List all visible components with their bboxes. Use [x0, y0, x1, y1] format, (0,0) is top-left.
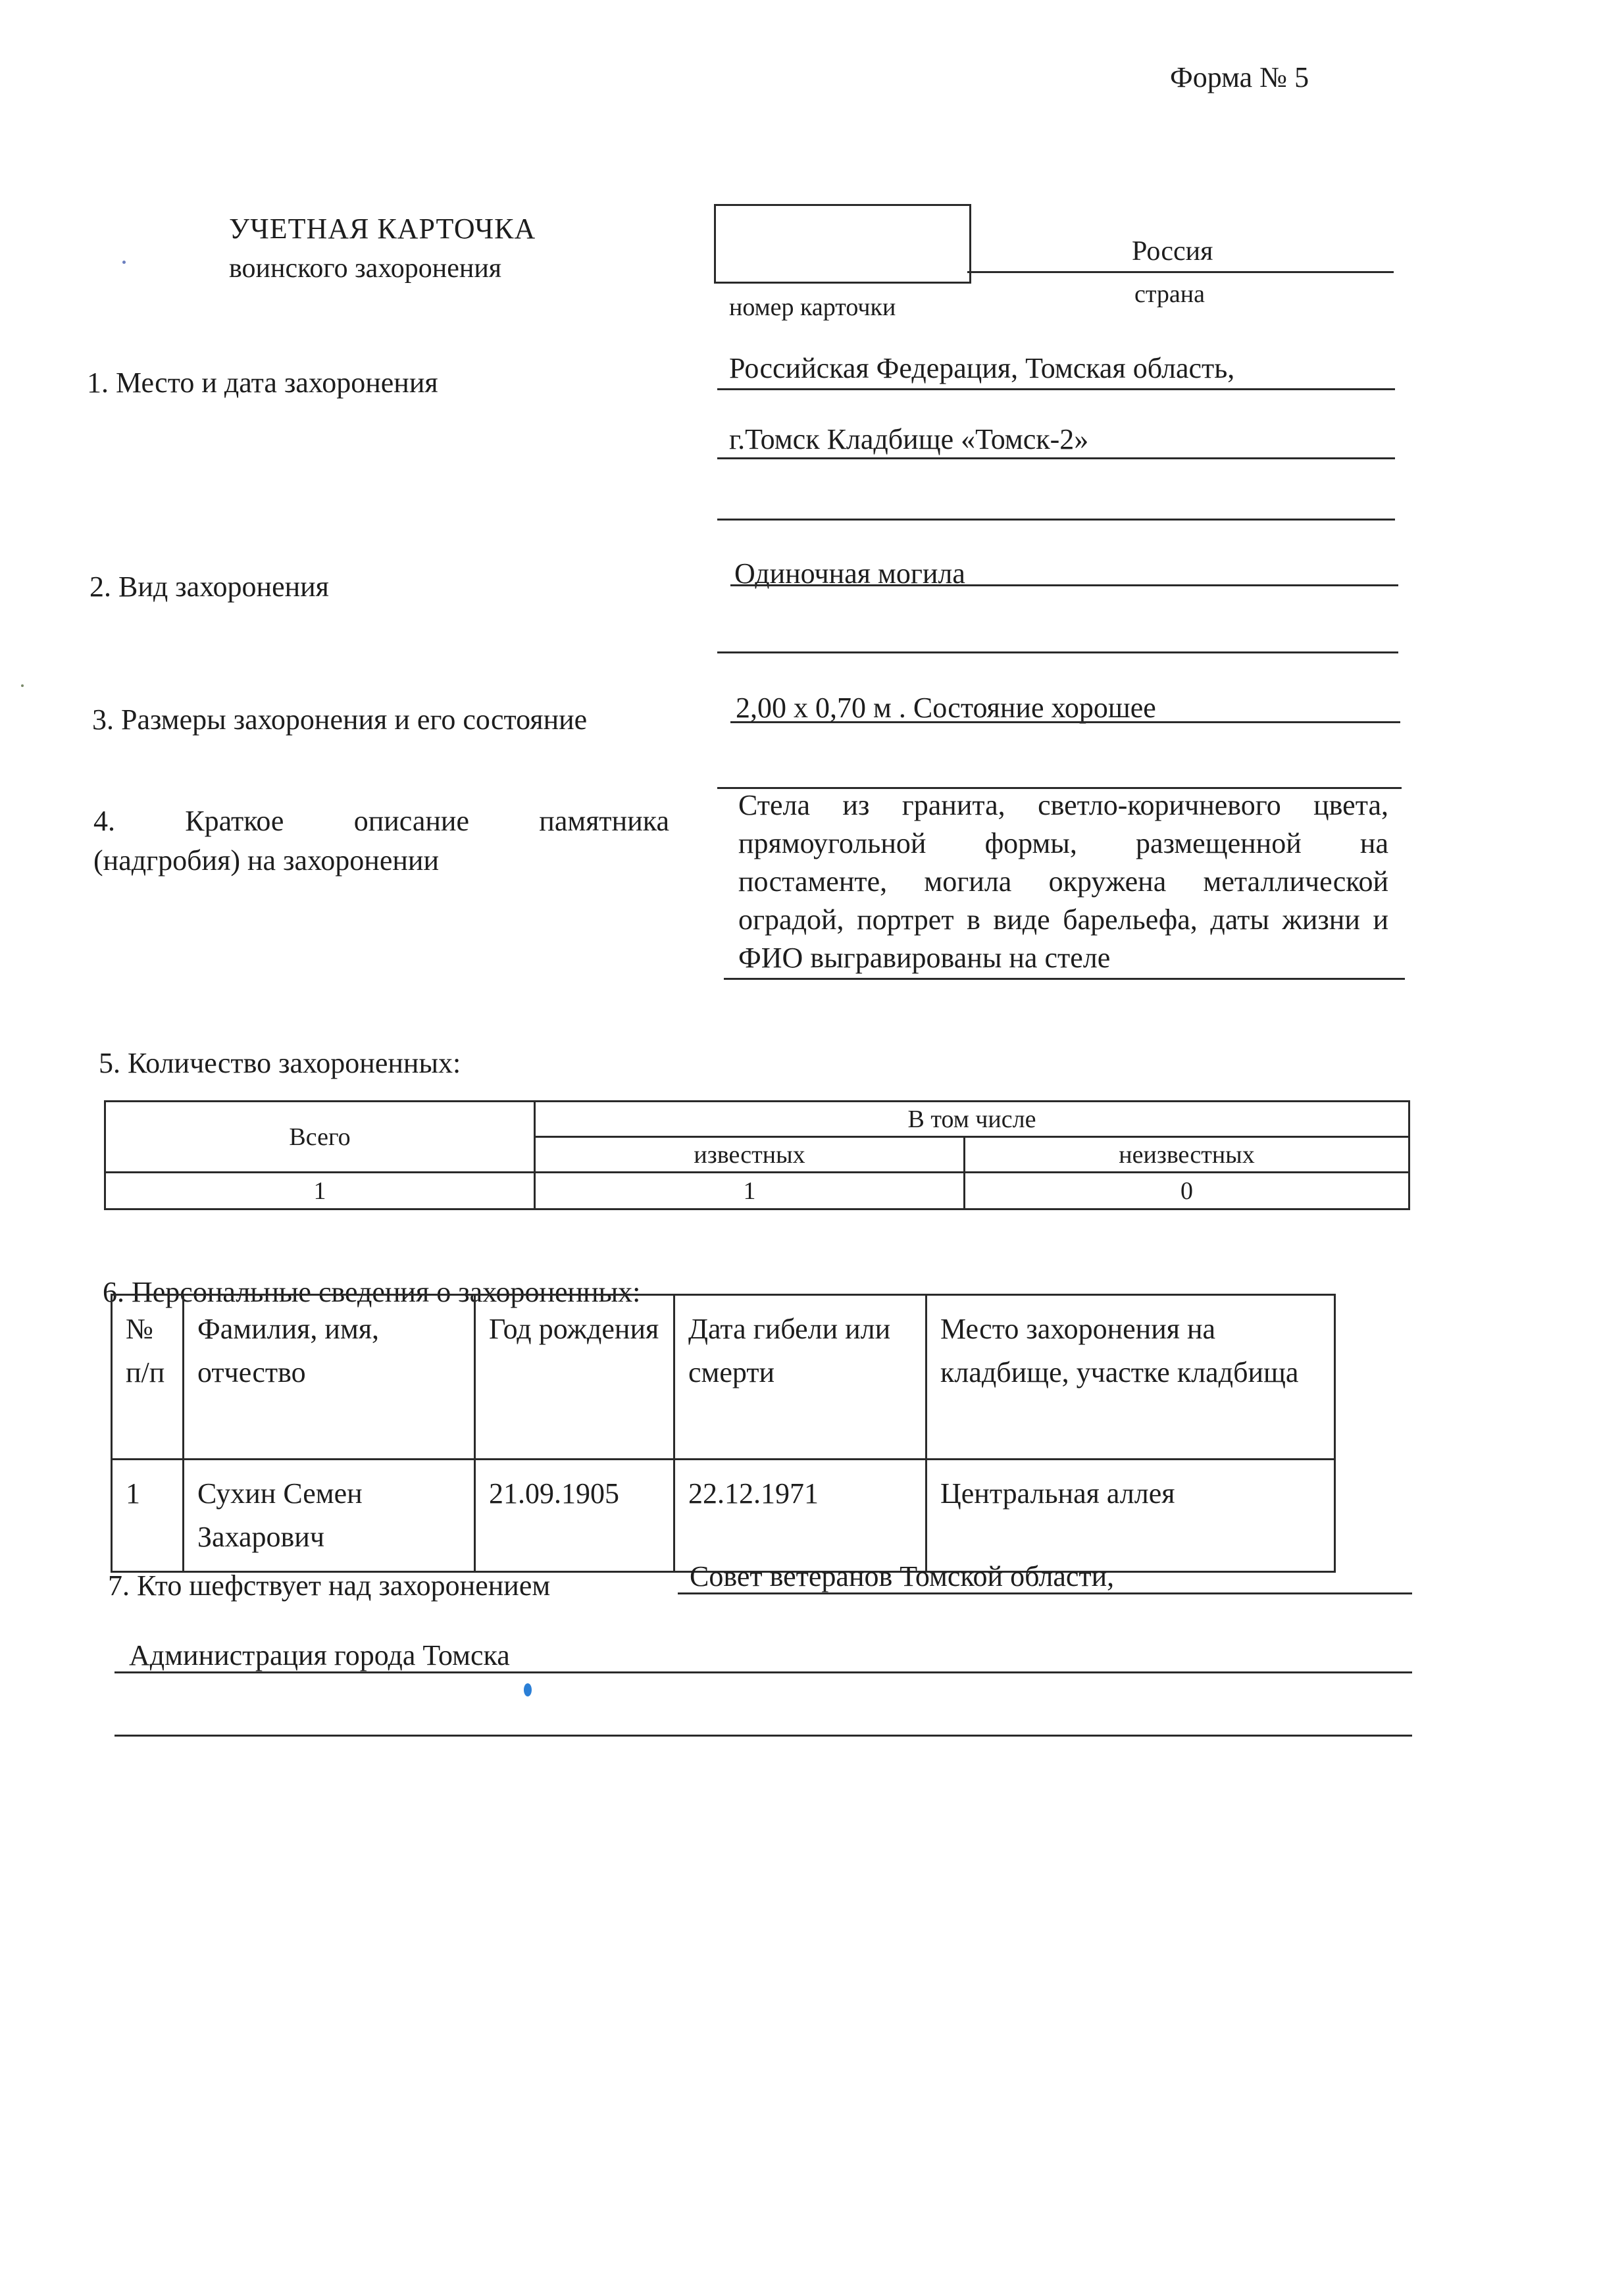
burial-size-value: 2,00 х 0,70 м . Состояние хорошее — [736, 692, 1156, 724]
section-6-label: 6. Персональные сведения о захороненных: — [103, 1276, 641, 1308]
country-line — [967, 271, 1394, 273]
col-total-header: Всего — [105, 1102, 535, 1173]
ink-speck-icon — [524, 1683, 532, 1696]
burial-place-line1: Российская Федерация, Томская область, — [729, 352, 1235, 384]
row-death: 22.12.1971 — [674, 1460, 926, 1572]
ink-speck-icon — [122, 261, 126, 264]
ink-speck-icon — [21, 684, 24, 687]
row-birth: 21.09.1905 — [475, 1460, 674, 1572]
section-7-label: 7. Кто шефствует над захоронением — [108, 1569, 551, 1602]
underline — [114, 1735, 1412, 1737]
col-known-header: известных — [535, 1137, 965, 1173]
section-3-label: 3. Размеры захоронения и его состояние — [92, 703, 588, 736]
patron-value-2: Администрация города Томска — [129, 1639, 510, 1671]
known-count: 1 — [535, 1173, 965, 1209]
header-num: № п/п — [112, 1295, 184, 1460]
section-4-label — [93, 802, 669, 880]
underline — [717, 457, 1395, 459]
col-unknown-header: неизвестных — [965, 1137, 1409, 1173]
table-row — [112, 1460, 1335, 1572]
underline — [717, 388, 1395, 390]
persons-table — [111, 1294, 1336, 1573]
header-death: Дата гибели или смерти — [674, 1295, 926, 1460]
form-number: Форма № 5 — [1170, 61, 1309, 93]
row-name: Сухин Семен Захарович — [184, 1460, 475, 1572]
section-4-label-line2: (надгробия) на захоронении — [93, 844, 440, 877]
persons-table-header-row — [112, 1295, 1335, 1460]
total-count: 1 — [105, 1173, 535, 1209]
burial-type-value: Одиночная могила — [734, 557, 965, 590]
card-number-label: номер карточки — [729, 293, 896, 321]
monument-description: Стела из гранита, светло-коричневого цвета, прямоугольной формы, размещенной на постаменте, могила окружена металлической оградой, портрет в виде барельефа, даты жизни и ФИО выгравированы на стеле — [738, 789, 1388, 974]
card-title: УЧЕТНАЯ КАРТОЧКА — [229, 213, 536, 245]
underline — [114, 1671, 1412, 1673]
header-birth: Год рождения — [475, 1295, 674, 1460]
header-place: Место захоронения на кладбище, участке кладбища — [926, 1295, 1335, 1460]
row-num: 1 — [112, 1460, 184, 1572]
burial-place-line2: г.Томск Кладбище «Томск-2» — [729, 423, 1089, 455]
section-1-label: 1. Место и дата захоронения — [87, 367, 438, 399]
country-label: страна — [1134, 280, 1205, 308]
section-5-label: 5. Количество захороненных: — [99, 1047, 461, 1079]
patron-value-1: Совет ветеранов Томской области, — [690, 1560, 1115, 1592]
card-subtitle: воинского захоронения — [229, 253, 502, 284]
underline — [724, 978, 1405, 980]
underline — [730, 584, 1398, 586]
row-place: Центральная аллея — [926, 1460, 1335, 1572]
underline — [717, 651, 1398, 653]
unknown-count: 0 — [965, 1173, 1409, 1209]
header-name: Фамилия, имя, отчество — [184, 1295, 475, 1460]
underline — [730, 721, 1400, 723]
col-including-header: В том числе — [535, 1102, 1409, 1137]
card-number-box — [714, 204, 971, 284]
section-2-label: 2. Вид захоронения — [89, 571, 329, 603]
section-4-label-line1: 4. Краткое описание памятника — [93, 805, 669, 837]
country-value: Россия — [1132, 236, 1213, 267]
underline — [678, 1592, 1412, 1594]
underline — [717, 519, 1395, 521]
quantity-table — [104, 1100, 1410, 1210]
